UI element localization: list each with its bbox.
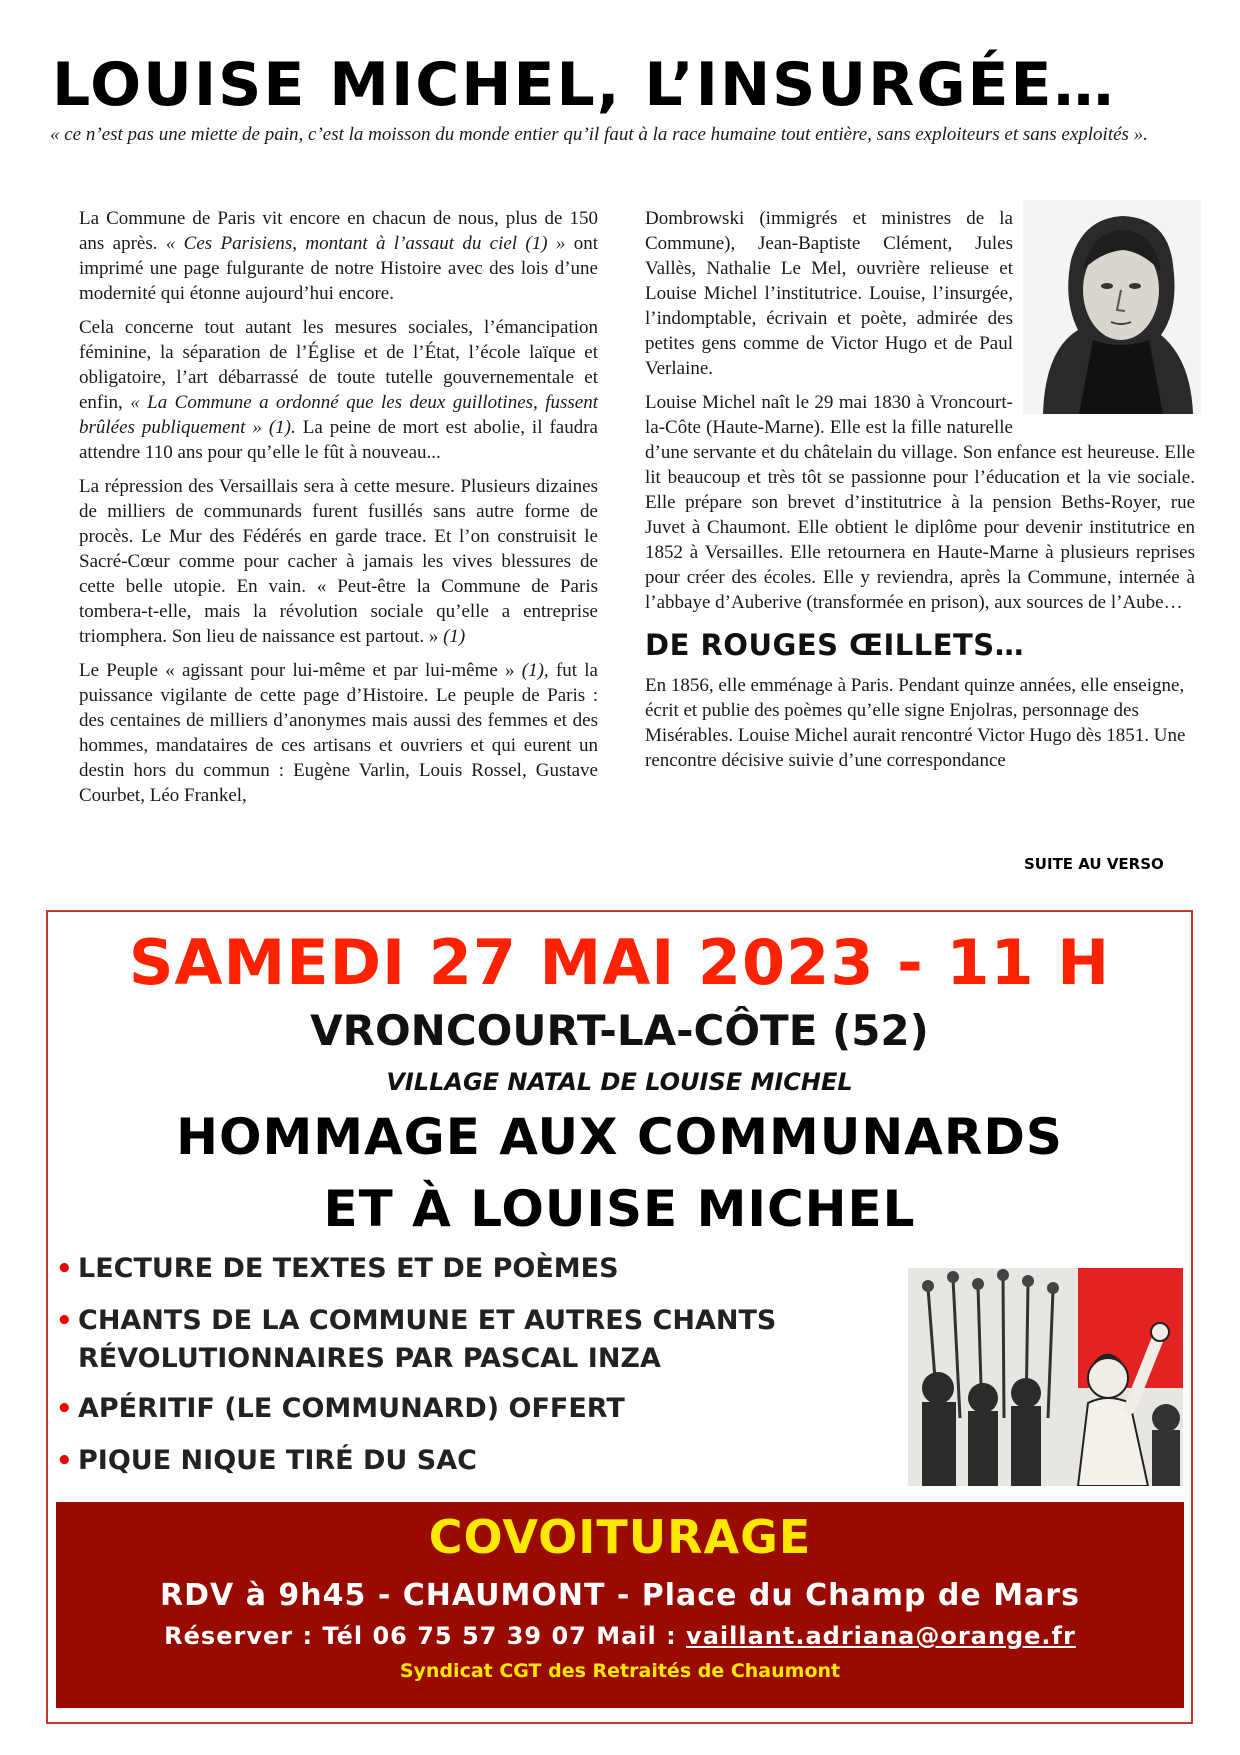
section-subheading: DE ROUGES ŒILLETS… (645, 628, 1025, 662)
list-item: • LECTURE DE TEXTES ET DE POÈMES (52, 1250, 872, 1288)
bullet-icon: • (56, 1306, 73, 1336)
list-item: • APÉRITIF (LE COMMUNARD) OFFERT (52, 1390, 872, 1428)
email-link[interactable]: vaillant.adriana@orange.fr (686, 1622, 1076, 1650)
article-column-left (79, 206, 598, 817)
list-item: • PIQUE NIQUE TIRÉ DU SAC (52, 1442, 872, 1480)
carpool-title: COVOITURAGE (428, 1510, 812, 1564)
epigraph-quote: « ce n’est pas une miette de pain, c’est la moisson du monde entier qu’il faut à la race humaine tout entière, sans exploiteurs et sans exploités ». (50, 124, 1148, 145)
paragraph: La Commune de Paris vit encore en chacun de nous, plus de 150 ans après. « Ces Parisiens, montant à l’assaut du ciel (1) » ont imprimé une page fulgurante de notre Histoire avec des lois d’une modernité qui étonne aujourd’hui encore. (79, 208, 599, 304)
carpool-reservation: Réserver : Tél 06 75 57 39 07 Mail : vaillant.adriana@orange.fr (164, 1622, 1076, 1650)
list-item: • CHANTS DE LA COMMUNE ET AUTRES CHANTS RÉVOLUTIONNAIRES PAR PASCAL INZA (52, 1302, 872, 1378)
paragraph: Louise Michel naît le 29 mai 1830 à Vroncourt-la-Côte (Haute-Marne). Elle est la fille naturelle d’une servante et du châtelain du village. Son enfance est heureuse. Elle lit beaucoup et très tôt se passionne pour l’éducation et la vie sociale. Elle prépare son brevet d’institutrice à la pension Beths-Royer, rue Juvet à Chaumont. Elle obtient le diplôme pour devenir institutrice en 1852 à Versailles. Elle retournera en Haute-Marne à plusieurs reprises pour créer des écoles. Elle y reviendra, après la Commune, internée à l’abbaye d’Auberive (transformée en prison), aux sources de l’Aube… (645, 392, 1195, 613)
bullet-icon: • (56, 1394, 73, 1424)
activities-list (52, 1250, 872, 1494)
carpool-banner (56, 1502, 1184, 1708)
event-village-note: VILLAGE NATAL DE LOUISE MICHEL (386, 1068, 853, 1096)
bullet-icon: • (56, 1446, 73, 1476)
event-box (46, 910, 1193, 1724)
event-date: SAMEDI 27 MAI 2023 - 11 H (128, 926, 1111, 999)
paragraph: La répression des Versaillais sera à cette mesure. Plusieurs dizaines de milliers de communards furent fusillés sans autre forme de procès. Le Mur des Fédérés en garde trace. Et l’on construisit le Sacré-Cœur comme pour cacher à jamais les vives blessures de cette belle utopie. En vain. « Peut-être la Commune de Paris tombera-t-elle, mais la révolution sociale qu’elle a entreprise triomphera. Son lieu de naissance est partout. » (1) (79, 476, 598, 647)
paragraph: Dombrowski (immigrés et ministres de la Commune), Jean-Baptiste Clément, Jules Vallès, Nathalie Le Mel, ouvrière relieuse et Louise Michel l’institutrice. Louise, l’insurgée, l’indomptable, écrivain et poète, admirée des petites gens comme de Victor Hugo et de Paul Verlaine. (645, 208, 1013, 379)
event-place: VRONCOURT-LA-CÔTE (52) (310, 1006, 929, 1055)
paragraph: Le Peuple « agissant pour lui-même et par lui-même » (1), fut la puissance vigilante de cette page d’Histoire. Le peuple de Paris : des centaines de milliers d’anonymes mais aussi des femmes et des hommes, mandataires de ces artisans et ouvriers et qui eurent un destin hors du commun : Eugène Varlin, Louis Rossel, Gustave Courbet, Léo Frankel, (79, 660, 598, 806)
commune-illustration (908, 1268, 1183, 1486)
paragraph: En 1856, elle emménage à Paris. Pendant quinze années, elle enseigne, écrit et publie des poèmes qu’elle signe Enjolras, personnage des Misérables. Louise Michel aurait rencontré Victor Hugo dès 1851. Une rencontre décisive suivie d’une correspondance (645, 675, 1186, 771)
page-title: LOUISE MICHEL, L’INSURGÉE… (52, 50, 1116, 120)
paragraph: Cela concerne tout autant les mesures sociales, l’émancipation féminine, la séparation de l’Église et de l’État, l’école laïque et obligatoire, l’art débarrassé de toute tutelle gouvernementale et enfin, « La Commune a ordonné que les deux guillotines, fussent brûlées publiquement » (1). La peine de mort est abolie, il faudra attendre 110 ans pour qu’elle le fût à nouveau... (79, 317, 598, 463)
event-heading-line2: ET À LOUISE MICHEL (323, 1180, 916, 1238)
continued-overleaf-note: SUITE AU VERSO (1024, 855, 1164, 873)
event-heading-line1: HOMMAGE AUX COMMUNARDS (176, 1108, 1063, 1166)
article-column-right (645, 206, 1195, 782)
organizer-signature: Syndicat CGT des Retraités de Chaumont (399, 1660, 841, 1682)
carpool-meeting-point: RDV à 9h45 - CHAUMONT - Place du Champ de Mars (160, 1578, 1080, 1613)
louise-michel-portrait (1023, 200, 1201, 414)
bullet-icon: • (56, 1254, 73, 1284)
